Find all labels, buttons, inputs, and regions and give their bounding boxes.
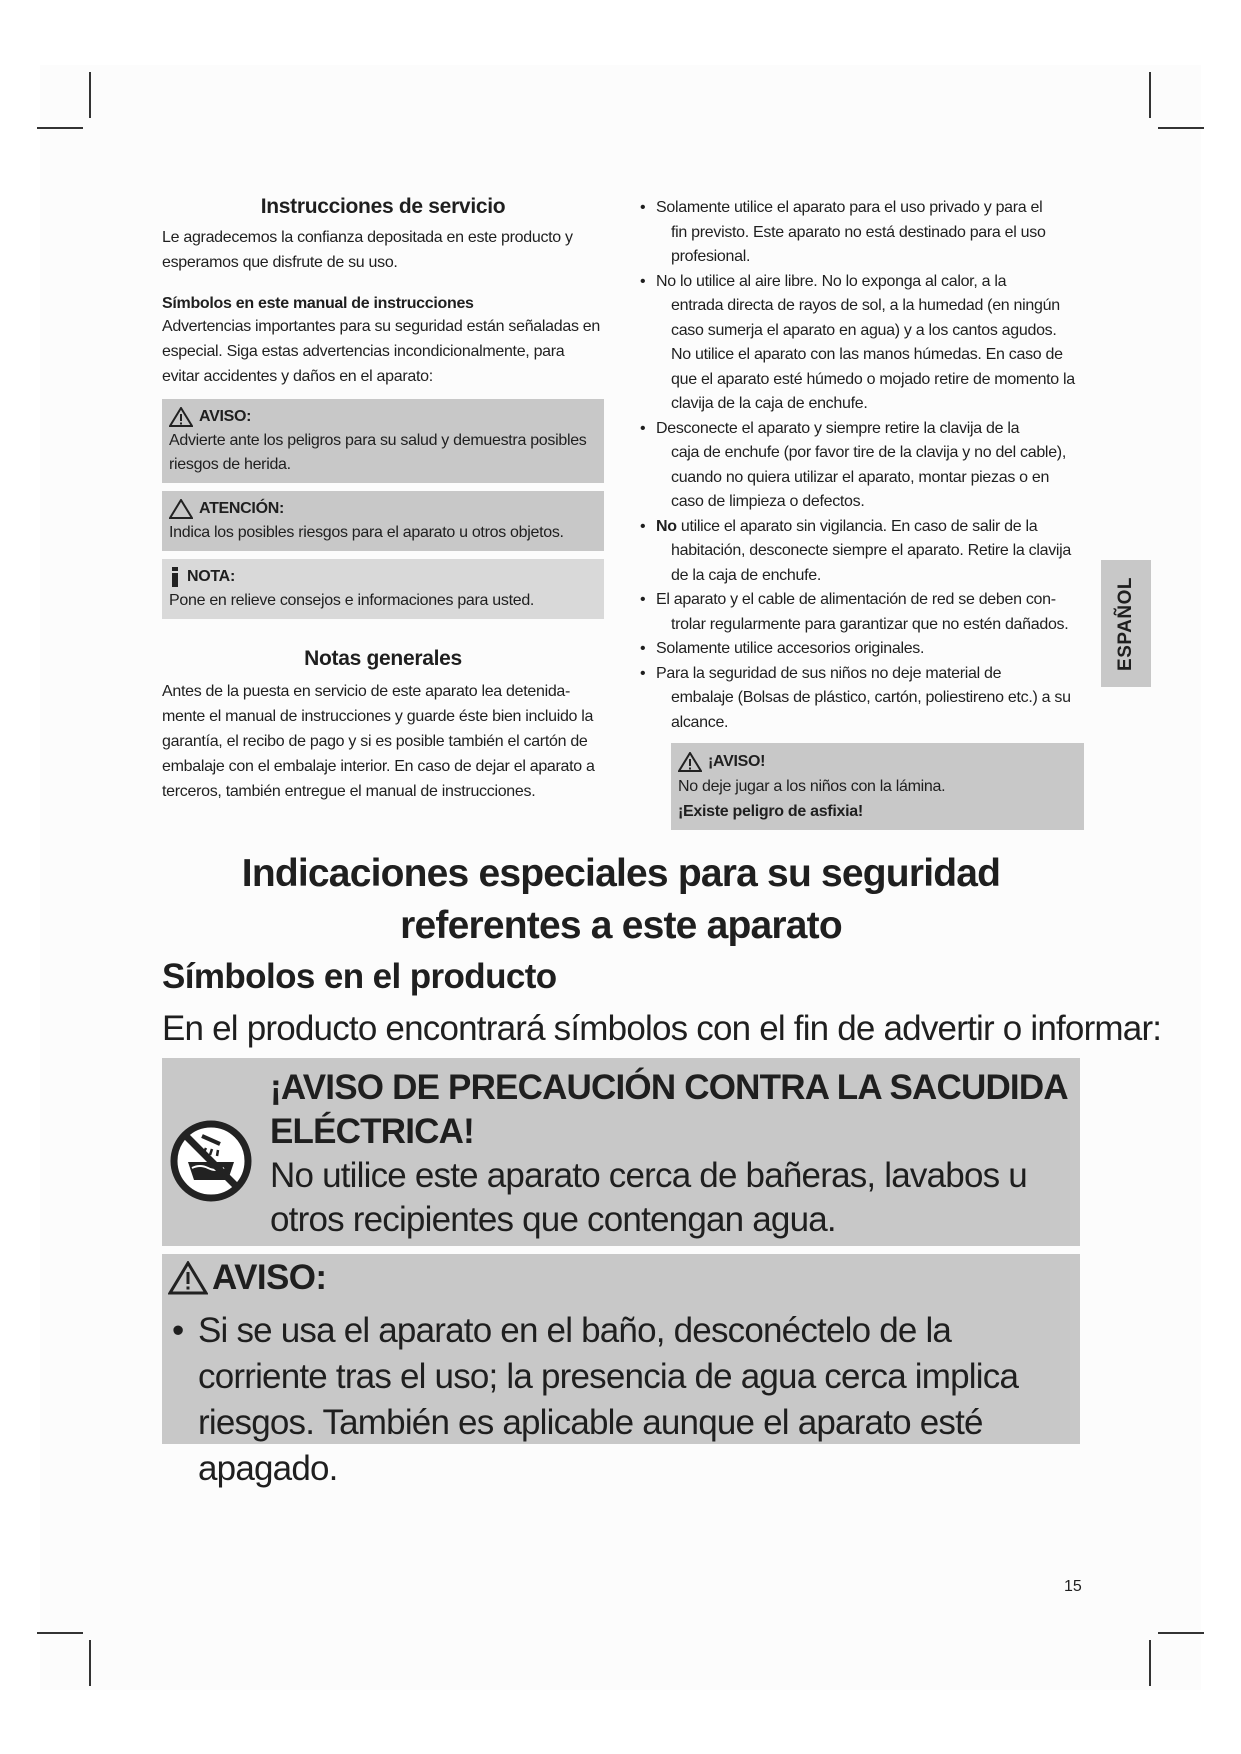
electric-shock-warning-body: No utilice este aparato cerca de bañeras, lavabos u otros recipientes que contengan agua. (270, 1156, 1027, 1239)
list-item: • Solamente utilice el aparato para el uso privado y para el fin previsto. Este aparato no está destinado para el uso profesional. (640, 196, 1080, 270)
symbols-manual-heading: Símbolos en este manual de instrucciones (162, 295, 474, 312)
language-tab-label: ESPAÑOL (1115, 576, 1136, 671)
symbols-product-intro: En el producto encontrará símbolos con el fin de advertir o informar: (162, 1009, 1162, 1048)
child-warning-line2: ¡Existe peligro de asfixia! (678, 803, 863, 820)
main-title (162, 848, 1080, 952)
bathroom-aviso-bullet: • Si se usa el aparato en el baño, desconéctelo de la corriente tras el uso; la presencia de agua cerca implica riesgos. También es aplicable aunque el aparato esté apagado. (172, 1308, 1072, 1492)
main-title-line1: Indicaciones especiales para su seguridad (241, 852, 1001, 895)
atencion-box (162, 491, 604, 551)
aviso-title: AVISO: (199, 408, 252, 425)
right-column (640, 196, 1080, 830)
no-water-bath-icon (168, 1118, 254, 1204)
nota-title: NOTA: (187, 568, 235, 585)
crop-mark (1149, 72, 1151, 118)
child-warning-box (671, 743, 1084, 830)
list-item: • No utilice el aparato sin vigilancia. En caso de salir de la habitación, desconecte siempre el aparato. Retire la clavija de la caja de enchufe. (640, 515, 1080, 589)
warning-triangle-icon (169, 407, 193, 427)
list-item: • Solamente utilice accesorios originales. (640, 637, 1080, 662)
bathroom-aviso-box (162, 1254, 1080, 1488)
language-tab (1101, 560, 1151, 687)
general-notes-text: Antes de la puesta en servicio de este aparato lea detenida-mente el manual de instrucciones y guarde éste bien incluido la garantía, el recibo de pago y si es posible también el cartón de embalaje con el embalaje interior. En caso de dejar el aparato a terceros, también entregue el manual de instrucciones. (162, 683, 595, 800)
general-notes-title: Notas generales (304, 647, 462, 670)
warning-triangle-icon (168, 1261, 208, 1295)
bathroom-aviso-text: Si se usa el aparato en el baño, desconéctelo de la corriente tras el uso; la presencia de agua cerca implica riesgos. También es aplicable aunque el aparato esté apagado. (198, 1311, 1019, 1488)
aviso-box (162, 399, 604, 483)
crop-mark (37, 127, 83, 129)
crop-mark (37, 1632, 83, 1634)
instructions-title: Instrucciones de servicio (260, 195, 506, 218)
warning-triangle-icon (678, 752, 702, 772)
info-icon (169, 567, 181, 587)
symbols-product-heading: Símbolos en el producto (162, 957, 557, 996)
electric-shock-warning-title: ¡AVISO DE PRECAUCIÓN CONTRA LA SACUDIDA ELÉCTRICA! (270, 1068, 1067, 1151)
intro-text: Le agradecemos la confianza depositada en este producto y esperamos que disfrute de su uso. (162, 229, 573, 271)
list-item: • Desconecte el aparato y siempre retire la clavija de la caja de enchufe (por favor tire de la clavija y no del cable), cuando no quiera utilizar el aparato, montar piezas o en caso de limpieza o defectos. (640, 417, 1080, 515)
child-warning-line1: No deje jugar a los niños con la lámina. (678, 778, 946, 795)
symbols-manual-text: Advertencias importantes para su seguridad están señaladas en especial. Siga estas advertencias incondicionalmente, para evitar accidentes y daños en el aparato: (162, 318, 600, 385)
crop-mark (1149, 1640, 1151, 1686)
list-item: • El aparato y el cable de alimentación de red se deben con- trolar regularmente para garantizar que no estén dañados. (640, 588, 1080, 637)
electric-shock-warning-text (270, 1066, 1070, 1242)
crop-mark (89, 1640, 91, 1686)
nota-box (162, 559, 604, 619)
left-column (162, 195, 604, 804)
list-item: • Para la seguridad de sus niños no deje material de embalaje (Bolsas de plástico, cartón, poliestireno etc.) a su alcance. (640, 662, 1080, 736)
bathroom-aviso-heading (168, 1258, 326, 1298)
atencion-title: ATENCIÓN: (199, 500, 284, 517)
atencion-text: Indica los posibles riesgos para el aparato u otros objetos. (169, 524, 564, 541)
crop-mark (1158, 127, 1204, 129)
main-title-line2: referentes a este aparato (400, 904, 842, 947)
electric-shock-warning-box (162, 1058, 1080, 1246)
aviso-text: Advierte ante los peligros para su salud y demuestra posibles riesgos de herida. (169, 432, 587, 473)
list-item: • No lo utilice al aire libre. No lo exponga al calor, a la entrada directa de rayos de sol, a la humedad (en ningún caso sumerja el aparato en agua) y a los cantos agudos. No utilice el aparato con las manos húmedas. En caso de que el aparato esté húmedo o mojado retire de momento la clavija de la caja de enchufe. (640, 270, 1080, 417)
bathroom-aviso-title: AVISO: (212, 1258, 327, 1297)
child-warning-title: ¡AVISO! (708, 753, 766, 770)
crop-mark (89, 72, 91, 118)
nota-text: Pone en relieve consejos e informaciones para usted. (169, 592, 535, 609)
page-number: 15 (1064, 1578, 1082, 1595)
safety-bullets (640, 196, 1080, 735)
crop-mark (1158, 1632, 1204, 1634)
caution-triangle-icon (169, 499, 193, 519)
